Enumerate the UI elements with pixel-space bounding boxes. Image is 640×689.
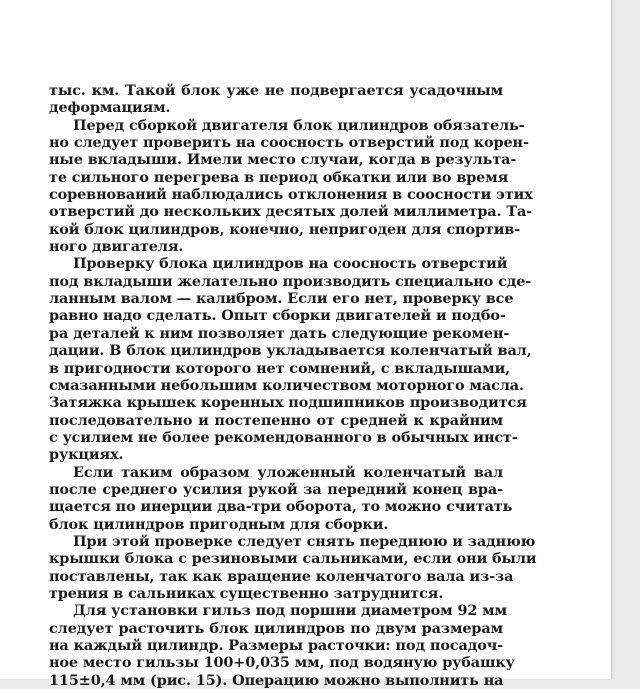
text-line: ланным валом — калибром. Если его нет, проверку все	[49, 290, 514, 308]
text-line: деформациям.	[49, 99, 171, 117]
text-line: последовательно и постепенно от средней к крайним	[49, 411, 503, 429]
text-line: те сильного перегрева в период обкатки или во время	[49, 168, 509, 186]
text-line: под вкладыши желательно производить специально сде-	[49, 272, 532, 290]
text-line: Проверку блока цилиндров на соосность отверстий	[73, 255, 508, 273]
text-line: ного двигателя.	[49, 238, 184, 256]
text-line: Затяжка крышек коренных подшипников производится	[49, 394, 527, 412]
text-line: ное место гильзы 100+0,035 мм, под водяную рубашку	[49, 654, 515, 672]
text-line: в пригодности которого нет сомнений, с вкладышами,	[49, 359, 511, 377]
text-line: крышки блока с резиновыми сальниками, если они были	[49, 550, 537, 568]
text-line: блок цилиндров пригодным для сборки.	[49, 515, 389, 533]
text-line: смазанными небольшим количеством моторного масла.	[49, 376, 524, 394]
text-line: соревнований наблюдались отклонения в соосности этих	[49, 186, 533, 204]
text-line: Для установки гильз под поршни диаметром 92 мм	[73, 602, 507, 620]
text-line: щается по инерции два-три оборота, то можно считать	[49, 498, 513, 516]
text-line: трения в сальниках существенно затруднится.	[49, 584, 444, 602]
text-line: но следует проверить на соосность отверстий под корен-	[49, 134, 529, 152]
text-line: после среднего усилия рукой за передний конец вра-	[49, 480, 503, 498]
text-line: При этой проверке следует снять переднюю и заднюю	[73, 532, 536, 550]
text-line: следует расточить блок цилиндров по двум размерам	[49, 619, 503, 637]
text-line: равно надо сделать. Опыт сборки двигателей и подбо-	[49, 307, 506, 325]
text-line: кой блок цилиндров, конечно, непригоден для спортив-	[49, 220, 521, 238]
text-line: ра деталей к ним позволяет дать следующие рекомен-	[49, 324, 510, 342]
text-line: поставлены, так как вращение коленчатого вала из-за	[49, 567, 514, 585]
body-text	[49, 82, 537, 689]
text-line: Перед сборкой двигателя блок цилиндров обязатель-	[73, 116, 525, 134]
text-line: 115±0,4 мм (рис. 15). Операцию можно выполнить на	[49, 671, 504, 689]
text-line: тыс. км. Такой блок уже не подвергается усадочным	[49, 82, 503, 99]
text-line: ные вкладыши. Имели место случаи, когда в результа-	[49, 151, 517, 169]
text-line: дации. В блок цилиндров укладывается коленчатый вал,	[49, 342, 532, 360]
text-line: с усилием не более рекомендованного в обычных инст-	[49, 428, 518, 446]
text-line: Если таким образом уложенный коленчатый вал	[73, 463, 503, 481]
text-line: рукциях.	[49, 446, 124, 464]
text-line: отверстий до нескольких десятых долей миллиметра. Та-	[49, 203, 533, 221]
text-line: на каждый цилиндр. Размеры расточки: под посадоч-	[49, 637, 503, 654]
